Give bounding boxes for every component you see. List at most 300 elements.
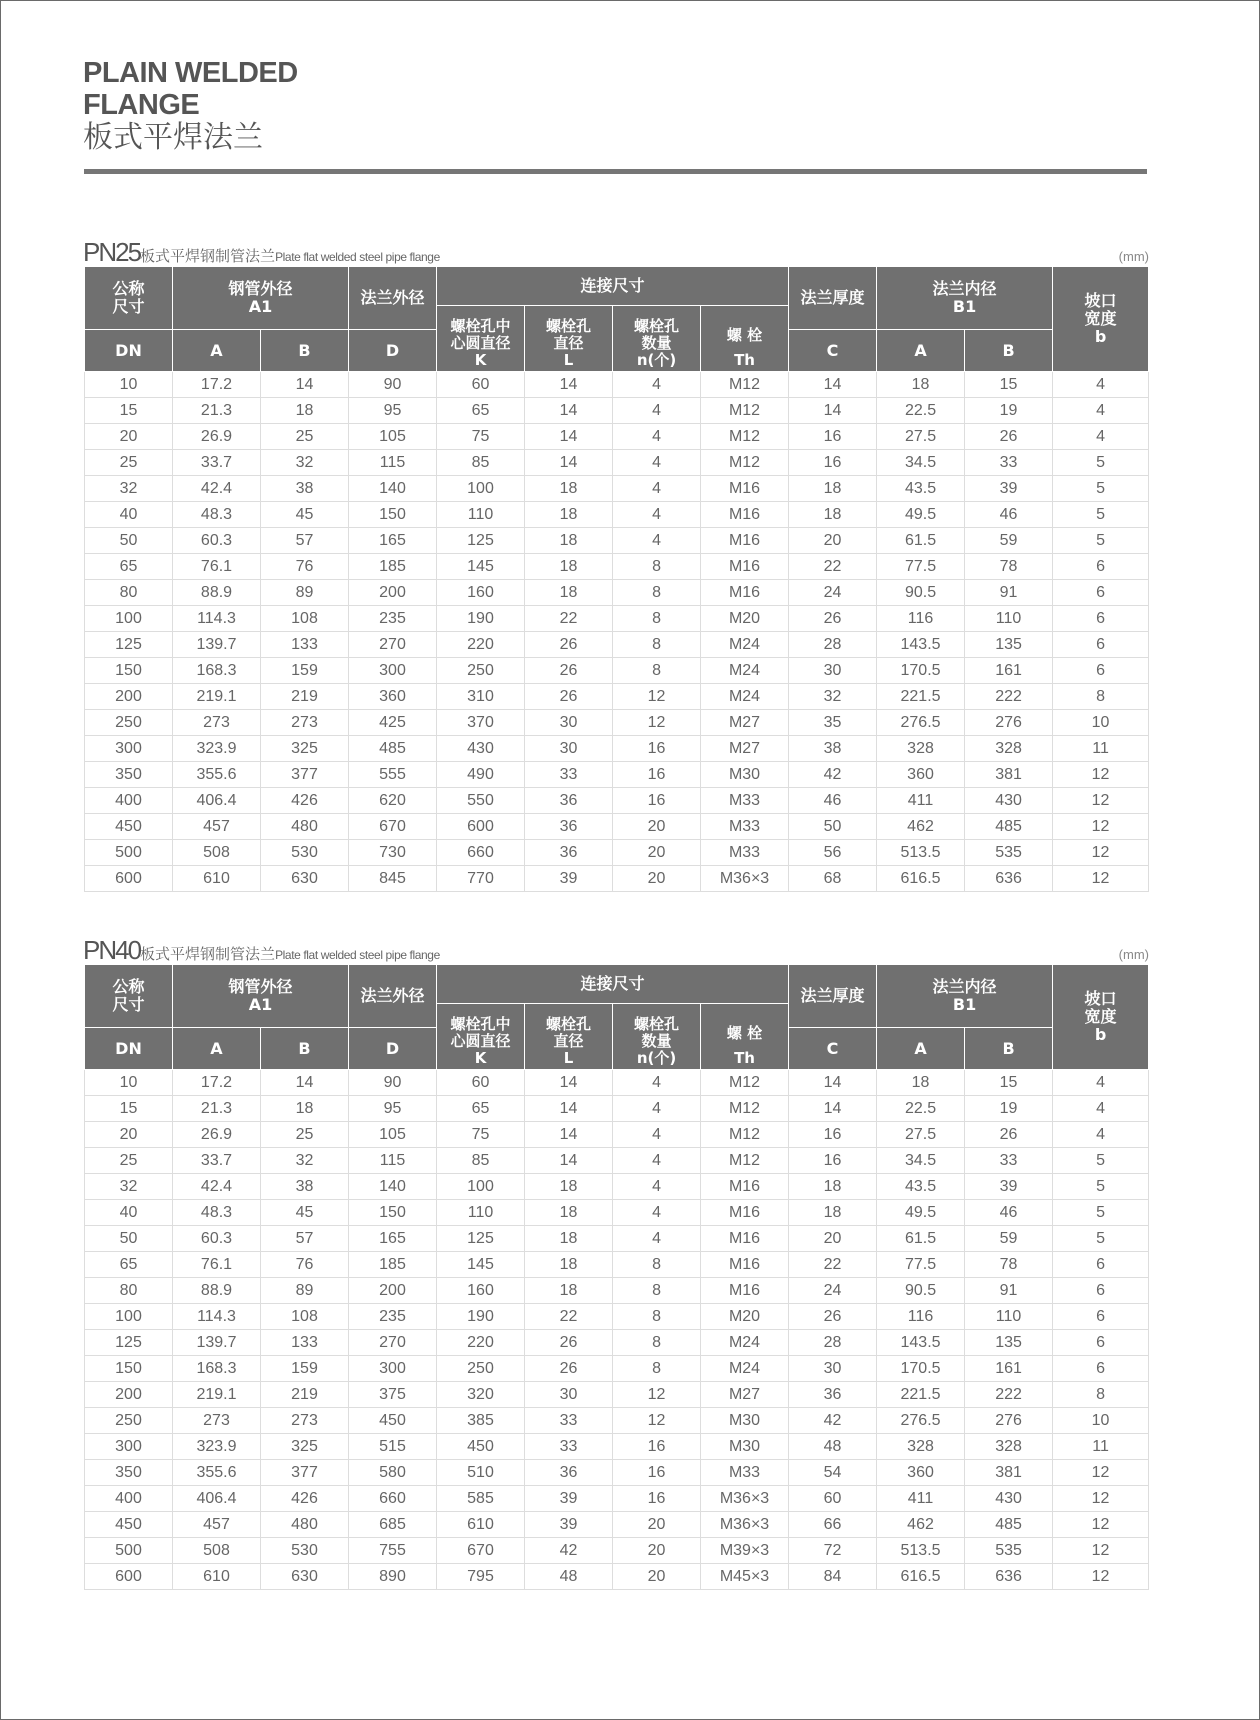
table-cell: M45×3 bbox=[701, 1564, 789, 1590]
table-cell: 39 bbox=[965, 476, 1053, 502]
table-row bbox=[85, 1330, 1149, 1356]
table-cell: 95 bbox=[349, 1096, 437, 1122]
header-d: D bbox=[349, 1028, 437, 1070]
table-cell: 6 bbox=[1053, 554, 1149, 580]
table-cell: 116 bbox=[877, 1304, 965, 1330]
table-cell: 513.5 bbox=[877, 1538, 965, 1564]
header-bevel: 坡口宽度 b bbox=[1053, 267, 1149, 372]
table-cell: 411 bbox=[877, 1486, 965, 1512]
table-cell: M24 bbox=[701, 632, 789, 658]
table-cell: 430 bbox=[437, 736, 525, 762]
header-b1-a: A bbox=[877, 330, 965, 372]
table-cell: 42 bbox=[525, 1538, 613, 1564]
table-cell: M24 bbox=[701, 1356, 789, 1382]
table-cell: 78 bbox=[965, 1252, 1053, 1278]
header-c: C bbox=[789, 1028, 877, 1070]
table-cell: 77.5 bbox=[877, 554, 965, 580]
table-cell: M30 bbox=[701, 762, 789, 788]
table-cell: 36 bbox=[789, 1382, 877, 1408]
table-row bbox=[85, 424, 1149, 450]
table-cell: 8 bbox=[613, 1356, 701, 1382]
table-cell: 4 bbox=[613, 450, 701, 476]
table-cell: 60.3 bbox=[173, 1226, 261, 1252]
table-cell: 80 bbox=[85, 580, 173, 606]
table-cell: 8 bbox=[613, 1330, 701, 1356]
table-cell: 22 bbox=[789, 1252, 877, 1278]
title-divider bbox=[84, 169, 1147, 174]
table-cell: 18 bbox=[525, 1226, 613, 1252]
table-cell: 12 bbox=[1053, 1564, 1149, 1590]
table-cell: 370 bbox=[437, 710, 525, 736]
table-cell: 273 bbox=[173, 1408, 261, 1434]
header-b1-a: A bbox=[877, 1028, 965, 1070]
table-cell: 425 bbox=[349, 710, 437, 736]
table-cell: M12 bbox=[701, 424, 789, 450]
table-cell: 14 bbox=[525, 1122, 613, 1148]
table-cell: 5 bbox=[1053, 1200, 1149, 1226]
table-cell: 250 bbox=[437, 1356, 525, 1382]
table-cell: 36 bbox=[525, 814, 613, 840]
table-cell: 48.3 bbox=[173, 1200, 261, 1226]
table-cell: 18 bbox=[261, 1096, 349, 1122]
table-cell: 513.5 bbox=[877, 840, 965, 866]
table-cell: 620 bbox=[349, 788, 437, 814]
table-cell: 5 bbox=[1053, 1226, 1149, 1252]
table-row bbox=[85, 1278, 1149, 1304]
table-cell: 25 bbox=[261, 1122, 349, 1148]
table-cell: 515 bbox=[349, 1434, 437, 1460]
table-cell: 33 bbox=[965, 450, 1053, 476]
table-cell: 14 bbox=[261, 1070, 349, 1096]
table-cell: 219.1 bbox=[173, 1382, 261, 1408]
table-cell: 22.5 bbox=[877, 398, 965, 424]
table-cell: 39 bbox=[525, 866, 613, 892]
table-cell: 16 bbox=[789, 450, 877, 476]
table-cell: 133 bbox=[261, 632, 349, 658]
table-row bbox=[85, 1408, 1149, 1434]
table-cell: M12 bbox=[701, 1096, 789, 1122]
table-cell: 273 bbox=[261, 1408, 349, 1434]
table-cell: 450 bbox=[85, 814, 173, 840]
table-cell: 323.9 bbox=[173, 1434, 261, 1460]
table-row bbox=[85, 476, 1149, 502]
spec-table-pn40 bbox=[84, 964, 1149, 1590]
table-cell: 222 bbox=[965, 684, 1053, 710]
table-cell: M16 bbox=[701, 1174, 789, 1200]
table-cell: 17.2 bbox=[173, 1070, 261, 1096]
table-cell: 170.5 bbox=[877, 1356, 965, 1382]
table-cell: 508 bbox=[173, 840, 261, 866]
header-bolt-qty: 螺栓孔数量 n(个) bbox=[613, 1004, 701, 1070]
section-heading-pn25 bbox=[83, 237, 1149, 267]
table-cell: 139.7 bbox=[173, 1330, 261, 1356]
table-cell: 250 bbox=[85, 1408, 173, 1434]
table-cell: 76.1 bbox=[173, 1252, 261, 1278]
table-cell: 26 bbox=[965, 424, 1053, 450]
table-cell: M36×3 bbox=[701, 1512, 789, 1538]
table-cell: 355.6 bbox=[173, 762, 261, 788]
table-cell: 381 bbox=[965, 762, 1053, 788]
header-bore: 法兰内径 B1 bbox=[877, 965, 1053, 1028]
table-cell: 88.9 bbox=[173, 580, 261, 606]
table-row bbox=[85, 528, 1149, 554]
table-cell: 12 bbox=[613, 710, 701, 736]
table-cell: 125 bbox=[85, 1330, 173, 1356]
table-cell: 5 bbox=[1053, 1148, 1149, 1174]
table-cell: 20 bbox=[613, 840, 701, 866]
header-pipe-od: 钢管外径 A1 bbox=[173, 267, 349, 330]
table-cell: 4 bbox=[613, 528, 701, 554]
table-cell: M30 bbox=[701, 1408, 789, 1434]
table-cell: 360 bbox=[877, 762, 965, 788]
table-cell: 406.4 bbox=[173, 1486, 261, 1512]
table-cell: 25 bbox=[85, 450, 173, 476]
header-pipe-od: 钢管外径 A1 bbox=[173, 965, 349, 1028]
table-cell: 116 bbox=[877, 606, 965, 632]
table-cell: 110 bbox=[437, 502, 525, 528]
table-cell: 16 bbox=[613, 1460, 701, 1486]
table-cell: 550 bbox=[437, 788, 525, 814]
table-cell: 381 bbox=[965, 1460, 1053, 1486]
table-cell: 135 bbox=[965, 632, 1053, 658]
table-cell: 100 bbox=[437, 1174, 525, 1200]
table-cell: 190 bbox=[437, 606, 525, 632]
table-cell: 165 bbox=[349, 1226, 437, 1252]
table-cell: 80 bbox=[85, 1278, 173, 1304]
table-cell: 105 bbox=[349, 424, 437, 450]
header-bolt: 螺 栓 Th bbox=[701, 306, 789, 372]
table-cell: 235 bbox=[349, 1304, 437, 1330]
table-cell: 300 bbox=[349, 1356, 437, 1382]
table-cell: 125 bbox=[85, 632, 173, 658]
table-cell: 42.4 bbox=[173, 1174, 261, 1200]
table-cell: 16 bbox=[613, 1486, 701, 1512]
table-cell: 110 bbox=[965, 1304, 1053, 1330]
table-cell: 16 bbox=[613, 1434, 701, 1460]
table-cell: 18 bbox=[525, 528, 613, 554]
table-cell: M16 bbox=[701, 1200, 789, 1226]
table-row bbox=[85, 606, 1149, 632]
table-cell: 54 bbox=[789, 1460, 877, 1486]
table-row bbox=[85, 1200, 1149, 1226]
table-cell: M12 bbox=[701, 1122, 789, 1148]
table-cell: 135 bbox=[965, 1330, 1053, 1356]
header-connection: 连接尺寸 bbox=[437, 267, 789, 306]
table-cell: 4 bbox=[613, 424, 701, 450]
table-cell: 12 bbox=[1053, 1538, 1149, 1564]
table-cell: M33 bbox=[701, 840, 789, 866]
table-cell: 160 bbox=[437, 1278, 525, 1304]
table-cell: 360 bbox=[349, 684, 437, 710]
table-cell: 535 bbox=[965, 1538, 1053, 1564]
table-cell: 140 bbox=[349, 1174, 437, 1200]
table-cell: 4 bbox=[1053, 398, 1149, 424]
table-cell: M33 bbox=[701, 1460, 789, 1486]
table-cell: 6 bbox=[1053, 1252, 1149, 1278]
table-cell: M33 bbox=[701, 814, 789, 840]
table-cell: 36 bbox=[525, 788, 613, 814]
table-cell: 610 bbox=[173, 866, 261, 892]
table-row bbox=[85, 1174, 1149, 1200]
table-row bbox=[85, 762, 1149, 788]
table-cell: 270 bbox=[349, 1330, 437, 1356]
table-cell: 5 bbox=[1053, 528, 1149, 554]
table-cell: 5 bbox=[1053, 1174, 1149, 1200]
table-cell: 30 bbox=[525, 736, 613, 762]
table-cell: 14 bbox=[525, 1096, 613, 1122]
table-cell: 105 bbox=[349, 1122, 437, 1148]
table-cell: 15 bbox=[965, 1070, 1053, 1096]
table-cell: 140 bbox=[349, 476, 437, 502]
table-cell: 19 bbox=[965, 1096, 1053, 1122]
table-cell: M12 bbox=[701, 372, 789, 398]
table-cell: 161 bbox=[965, 1356, 1053, 1382]
table-cell: 20 bbox=[613, 1512, 701, 1538]
table-cell: M39×3 bbox=[701, 1538, 789, 1564]
table-cell: 33 bbox=[525, 1434, 613, 1460]
header-nominal: 公称尺寸 bbox=[85, 965, 173, 1028]
table-row bbox=[85, 1304, 1149, 1330]
table-cell: 360 bbox=[877, 1460, 965, 1486]
table-cell: 59 bbox=[965, 1226, 1053, 1252]
table-cell: 159 bbox=[261, 658, 349, 684]
table-cell: 161 bbox=[965, 658, 1053, 684]
table-cell: 18 bbox=[789, 476, 877, 502]
table-cell: 485 bbox=[965, 814, 1053, 840]
table-cell: 220 bbox=[437, 632, 525, 658]
header-connection: 连接尺寸 bbox=[437, 965, 789, 1004]
table-row bbox=[85, 814, 1149, 840]
table-cell: 32 bbox=[261, 450, 349, 476]
table-cell: 276.5 bbox=[877, 710, 965, 736]
table-cell: 300 bbox=[85, 736, 173, 762]
table-cell: 38 bbox=[261, 1174, 349, 1200]
table-cell: 14 bbox=[261, 372, 349, 398]
table-cell: 480 bbox=[261, 1512, 349, 1538]
table-cell: 75 bbox=[437, 424, 525, 450]
table-cell: 20 bbox=[613, 866, 701, 892]
table-cell: 26 bbox=[525, 684, 613, 710]
table-cell: 10 bbox=[85, 1070, 173, 1096]
table-cell: 27.5 bbox=[877, 1122, 965, 1148]
table-cell: 8 bbox=[613, 580, 701, 606]
table-cell: 33 bbox=[525, 1408, 613, 1434]
table-cell: 50 bbox=[85, 528, 173, 554]
table-cell: 685 bbox=[349, 1512, 437, 1538]
section-pn: PN25 bbox=[83, 237, 141, 267]
table-cell: 18 bbox=[525, 1200, 613, 1226]
table-cell: 14 bbox=[525, 450, 613, 476]
table-cell: 4 bbox=[613, 476, 701, 502]
table-cell: M24 bbox=[701, 658, 789, 684]
table-cell: 14 bbox=[789, 1096, 877, 1122]
table-cell: 15 bbox=[965, 372, 1053, 398]
table-cell: M16 bbox=[701, 580, 789, 606]
table-cell: 46 bbox=[965, 1200, 1053, 1226]
table-cell: 19 bbox=[965, 398, 1053, 424]
table-cell: 50 bbox=[789, 814, 877, 840]
table-cell: 350 bbox=[85, 1460, 173, 1486]
table-cell: 4 bbox=[613, 1070, 701, 1096]
table-cell: 221.5 bbox=[877, 1382, 965, 1408]
table-cell: 21.3 bbox=[173, 1096, 261, 1122]
table-cell: 15 bbox=[85, 1096, 173, 1122]
table-cell: 430 bbox=[965, 788, 1053, 814]
table-cell: 11 bbox=[1053, 1434, 1149, 1460]
table-cell: 660 bbox=[437, 840, 525, 866]
table-cell: 139.7 bbox=[173, 632, 261, 658]
table-cell: 8 bbox=[613, 1252, 701, 1278]
table-cell: 8 bbox=[1053, 684, 1149, 710]
table-cell: 20 bbox=[613, 814, 701, 840]
table-cell: 90.5 bbox=[877, 1278, 965, 1304]
table-cell: 185 bbox=[349, 554, 437, 580]
table-cell: 100 bbox=[85, 1304, 173, 1330]
header-thickness: 法兰厚度 bbox=[789, 267, 877, 330]
table-cell: 28 bbox=[789, 1330, 877, 1356]
table-cell: M20 bbox=[701, 606, 789, 632]
table-cell: 14 bbox=[789, 1070, 877, 1096]
table-cell: 43.5 bbox=[877, 1174, 965, 1200]
table-cell: 323.9 bbox=[173, 736, 261, 762]
table-cell: 4 bbox=[613, 372, 701, 398]
table-cell: 18 bbox=[789, 502, 877, 528]
section-title-en: Plate flat welded steel pipe flange bbox=[275, 250, 440, 264]
table-cell: 108 bbox=[261, 1304, 349, 1330]
table-cell: 462 bbox=[877, 814, 965, 840]
table-cell: 76.1 bbox=[173, 554, 261, 580]
table-cell: 4 bbox=[1053, 1096, 1149, 1122]
table-cell: 270 bbox=[349, 632, 437, 658]
table-cell: 300 bbox=[349, 658, 437, 684]
table-cell: 610 bbox=[437, 1512, 525, 1538]
table-cell: 12 bbox=[1053, 840, 1149, 866]
header-dn: DN bbox=[85, 1028, 173, 1070]
table-cell: 143.5 bbox=[877, 1330, 965, 1356]
table-cell: 580 bbox=[349, 1460, 437, 1486]
table-cell: 480 bbox=[261, 814, 349, 840]
table-cell: M16 bbox=[701, 476, 789, 502]
table-cell: 57 bbox=[261, 1226, 349, 1252]
header-a1-a: A bbox=[173, 1028, 261, 1070]
table-cell: 26 bbox=[525, 1356, 613, 1382]
table-cell: 36 bbox=[525, 1460, 613, 1486]
table-cell: 235 bbox=[349, 606, 437, 632]
table-cell: 6 bbox=[1053, 632, 1149, 658]
table-cell: 18 bbox=[525, 554, 613, 580]
table-cell: 24 bbox=[789, 1278, 877, 1304]
table-cell: 34.5 bbox=[877, 1148, 965, 1174]
table-cell: 12 bbox=[1053, 814, 1149, 840]
table-cell: M33 bbox=[701, 788, 789, 814]
table-cell: 11 bbox=[1053, 736, 1149, 762]
table-cell: M12 bbox=[701, 1148, 789, 1174]
table-cell: 4 bbox=[613, 398, 701, 424]
table-cell: 16 bbox=[613, 762, 701, 788]
table-cell: 845 bbox=[349, 866, 437, 892]
table-cell: 60 bbox=[789, 1486, 877, 1512]
table-row bbox=[85, 1538, 1149, 1564]
header-b1-b: B bbox=[965, 330, 1053, 372]
table-cell: 115 bbox=[349, 1148, 437, 1174]
table-cell: 89 bbox=[261, 580, 349, 606]
table-cell: 20 bbox=[613, 1538, 701, 1564]
table-cell: 28 bbox=[789, 632, 877, 658]
table-cell: 8 bbox=[613, 632, 701, 658]
table-cell: M36×3 bbox=[701, 1486, 789, 1512]
table-cell: 730 bbox=[349, 840, 437, 866]
header-bolt-circle: 螺栓孔中心圆直径 K bbox=[437, 1004, 525, 1070]
table-cell: M16 bbox=[701, 1278, 789, 1304]
table-cell: 4 bbox=[613, 1148, 701, 1174]
table-cell: 18 bbox=[525, 1252, 613, 1278]
table-row bbox=[85, 840, 1149, 866]
table-cell: 27.5 bbox=[877, 424, 965, 450]
table-cell: 770 bbox=[437, 866, 525, 892]
table-cell: 38 bbox=[261, 476, 349, 502]
table-cell: 60 bbox=[437, 1070, 525, 1096]
table-cell: M16 bbox=[701, 528, 789, 554]
table-cell: 30 bbox=[789, 658, 877, 684]
table-cell: 95 bbox=[349, 398, 437, 424]
table-cell: 276.5 bbox=[877, 1408, 965, 1434]
table-cell: 795 bbox=[437, 1564, 525, 1590]
table-cell: 18 bbox=[877, 372, 965, 398]
table-cell: 150 bbox=[85, 1356, 173, 1382]
table-cell: 200 bbox=[85, 1382, 173, 1408]
table-cell: 355.6 bbox=[173, 1460, 261, 1486]
table-cell: 8 bbox=[613, 606, 701, 632]
table-cell: 32 bbox=[85, 476, 173, 502]
table-row bbox=[85, 866, 1149, 892]
table-cell: 15 bbox=[85, 398, 173, 424]
table-cell: 8 bbox=[613, 1304, 701, 1330]
table-cell: 143.5 bbox=[877, 632, 965, 658]
table-row bbox=[85, 1434, 1149, 1460]
table-cell: 33 bbox=[965, 1148, 1053, 1174]
table-cell: 145 bbox=[437, 1252, 525, 1278]
table-cell: 219 bbox=[261, 1382, 349, 1408]
table-cell: 10 bbox=[85, 372, 173, 398]
table-cell: 42 bbox=[789, 1408, 877, 1434]
table-cell: 110 bbox=[965, 606, 1053, 632]
table-cell: M16 bbox=[701, 554, 789, 580]
title-line-2: FLANGE bbox=[83, 89, 200, 121]
table-cell: 32 bbox=[85, 1174, 173, 1200]
table-cell: 890 bbox=[349, 1564, 437, 1590]
table-row bbox=[85, 372, 1149, 398]
table-cell: 219 bbox=[261, 684, 349, 710]
header-flange-od: 法兰外径 bbox=[349, 965, 437, 1028]
table-cell: 18 bbox=[525, 1174, 613, 1200]
table-cell: 160 bbox=[437, 580, 525, 606]
table-cell: 555 bbox=[349, 762, 437, 788]
table-cell: 457 bbox=[173, 814, 261, 840]
table-cell: 222 bbox=[965, 1382, 1053, 1408]
table-cell: 26 bbox=[789, 606, 877, 632]
table-cell: 150 bbox=[85, 658, 173, 684]
table-cell: M16 bbox=[701, 1252, 789, 1278]
table-cell: 85 bbox=[437, 1148, 525, 1174]
page-title-en bbox=[83, 57, 298, 121]
section-title-cn: 板式平焊钢制管法兰 bbox=[140, 247, 276, 265]
table-cell: 75 bbox=[437, 1122, 525, 1148]
table-cell: 220 bbox=[437, 1330, 525, 1356]
table-cell: M27 bbox=[701, 736, 789, 762]
table-cell: 22 bbox=[789, 554, 877, 580]
table-cell: 6 bbox=[1053, 1304, 1149, 1330]
table-cell: 276 bbox=[965, 710, 1053, 736]
